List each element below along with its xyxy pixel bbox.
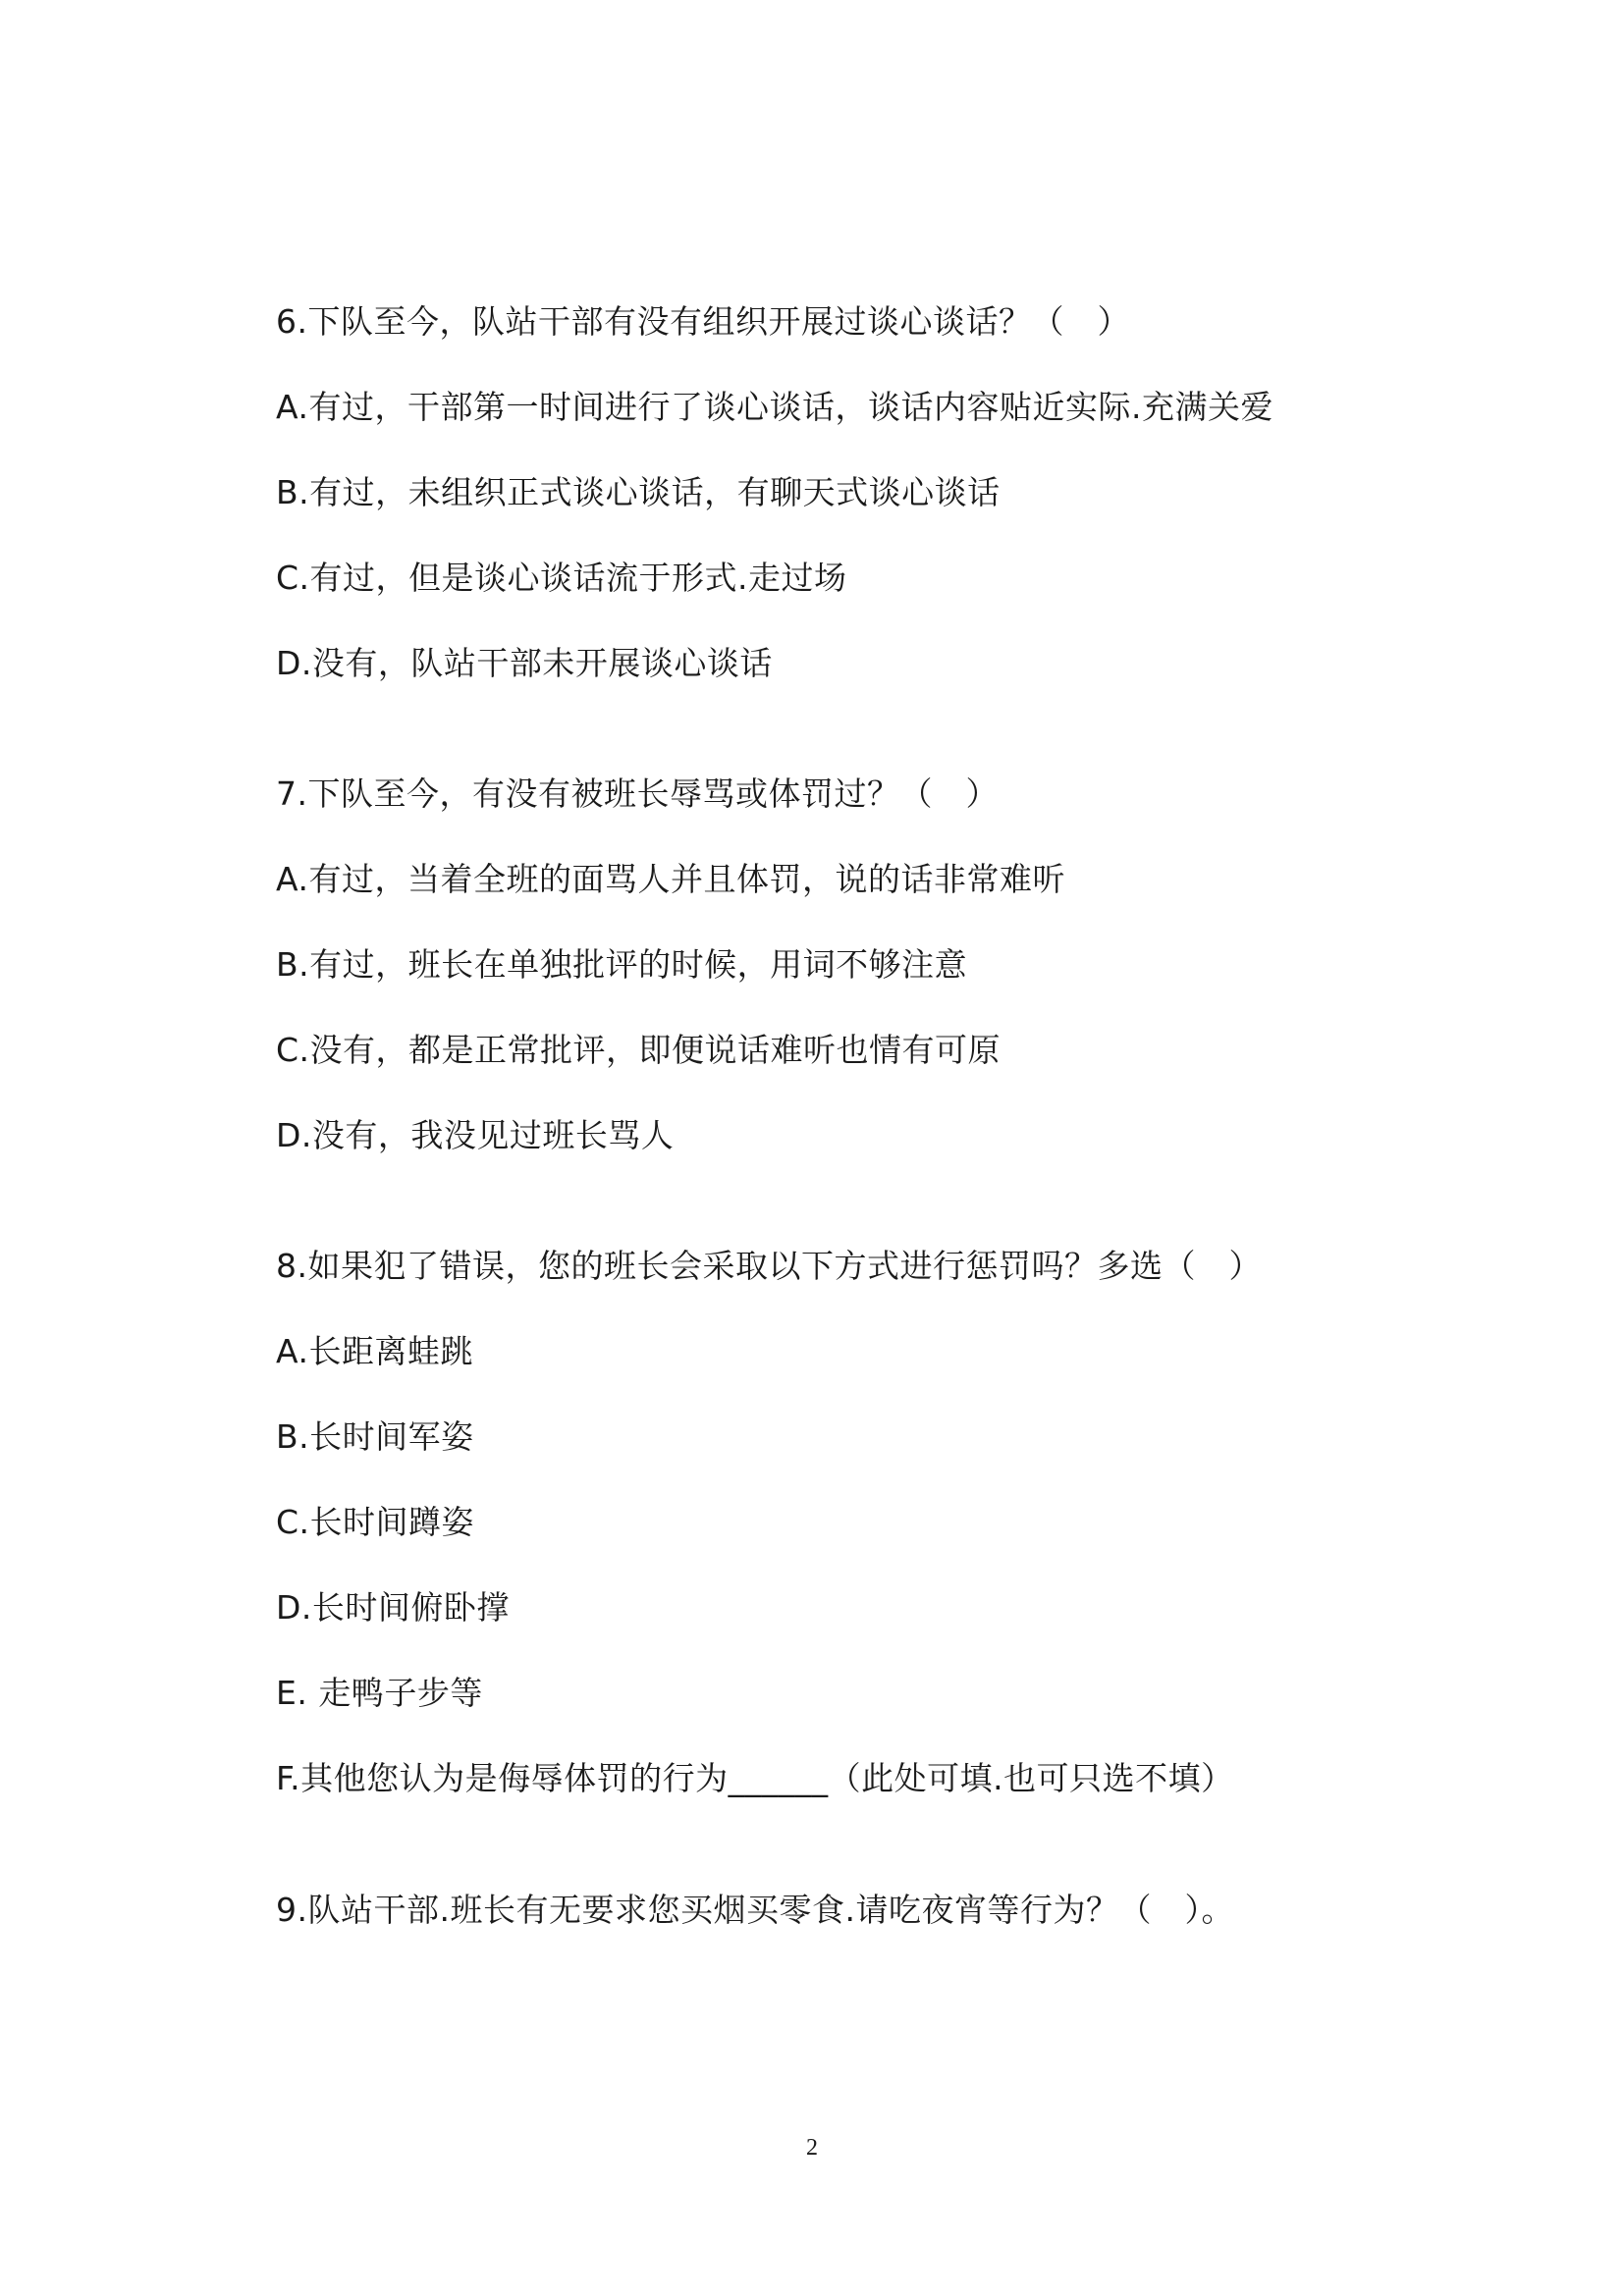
question-6-option-b: B.有过，未组织正式谈心谈话，有聊天式谈心谈话 xyxy=(276,473,1001,511)
question-6-option-a: A.有过，干部第一时间进行了谈心谈话，谈话内容贴近实际.充满关爱 xyxy=(276,388,1273,426)
question-8-option-d: D.长时间俯卧撑 xyxy=(276,1588,510,1627)
question-8-option-a: A.长距离蛙跳 xyxy=(276,1332,473,1370)
question-8-option-f: F.其他您认为是侮辱体罚的行为______（此处可填.也可只选不填） xyxy=(276,1759,1234,1797)
question-7-option-b: B.有过，班长在单独批评的时候，用词不够注意 xyxy=(276,945,968,984)
question-7-option-c: C.没有，都是正常批评，即便说话难听也情有可原 xyxy=(276,1031,1001,1069)
question-6-option-d: D.没有，队站干部未开展谈心谈话 xyxy=(276,644,773,682)
question-7-option-a: A.有过，当着全班的面骂人并且体罚，说的话非常难听 xyxy=(276,860,1065,898)
question-7-option-d: D.没有，我没见过班长骂人 xyxy=(276,1116,675,1154)
question-6-option-c: C.有过，但是谈心谈话流于形式.走过场 xyxy=(276,559,847,597)
question-7-stem: 7.下队至今，有没有被班长辱骂或体罚过？（ ） xyxy=(276,774,999,813)
question-8-option-e: E. 走鸭子步等 xyxy=(276,1674,483,1712)
question-8-option-b: B.长时间军姿 xyxy=(276,1417,474,1456)
question-9-stem: 9.队站干部.班长有无要求您买烟买零食.请吃夜宵等行为？（ ）。 xyxy=(276,1891,1234,1929)
question-8-stem: 8.如果犯了错误，您的班长会采取以下方式进行惩罚吗？多选（ ） xyxy=(276,1247,1262,1285)
question-8-option-c: C.长时间蹲姿 xyxy=(276,1503,475,1541)
question-6-stem: 6.下队至今，队站干部有没有组织开展过谈心谈话？（ ） xyxy=(276,302,1130,341)
page-number: 2 xyxy=(806,2135,818,2161)
